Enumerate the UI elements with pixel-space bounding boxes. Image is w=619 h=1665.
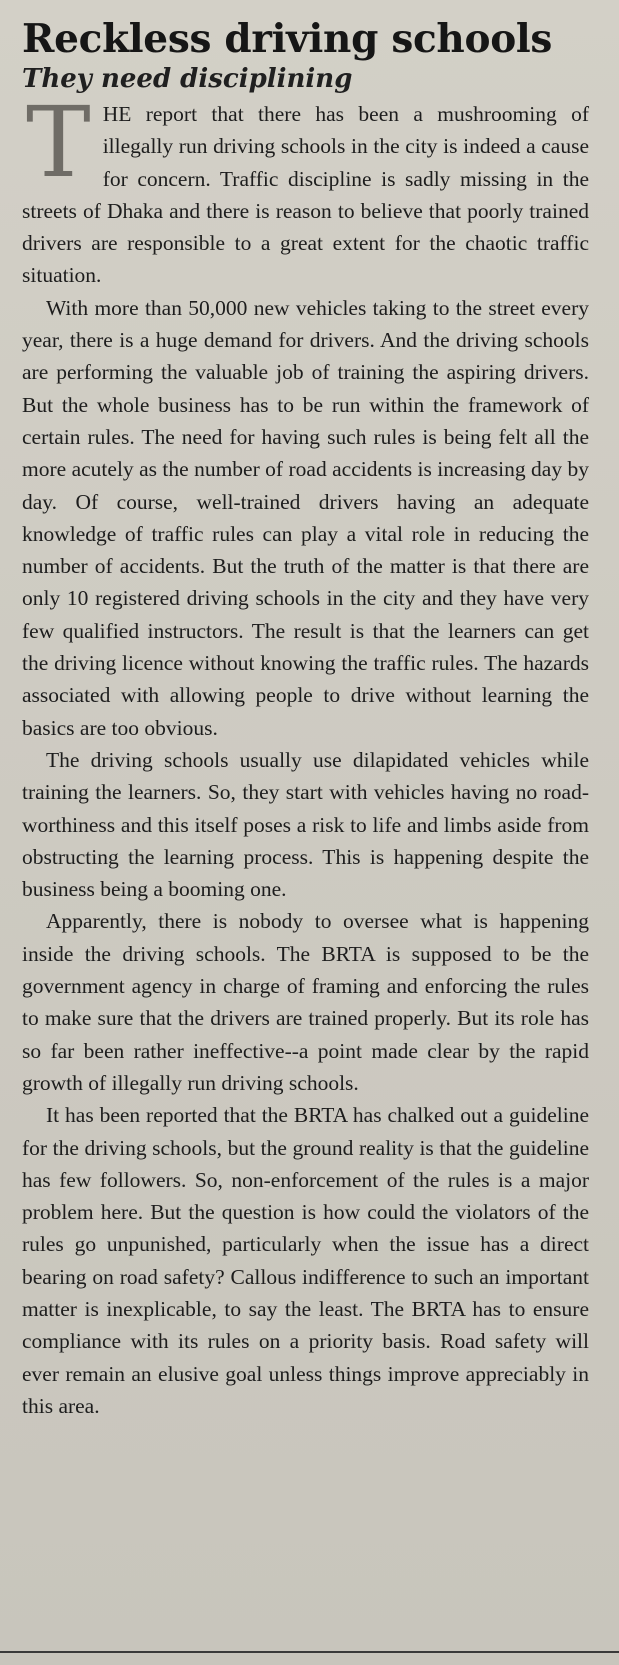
subheadline: They need disciplining (22, 64, 353, 94)
paragraph-2: With more than 50,000 new vehicles taking to the street every year, there is a huge demand for drivers. And the driving schools are performing the valuable job of training the aspiring drivers. But the whole business has to be run within the framework of certain rules. The need for having such rules is being felt all the more acutely as the number of road accidents is increasing day by day. Of course, well-trained drivers having an adequate knowledge of traffic rules can play a vital role in reducing the number of accidents. But the truth of the matter is that there are only 10 registered driving schools in the city and they have very few qualified instructors. The result is that the learners can get the driving licence without knowing the traffic rules. The hazards associated with allowing people to drive without learning the basics are too obvious. (22, 295, 589, 740)
paragraph-4: Apparently, there is nobody to oversee what is happening inside the driving schools. The BRTA is supposed to be the government agency in charge of framing and enforcing the rules to make sure that the drivers are trained properly. But its role has so far been rather ineffective--a point made clear by the rapid growth of illegally run driving schools. (22, 909, 589, 1095)
editorial-article (22, 16, 589, 1422)
paragraph-1-text: HE report that there has been a mushrooming of illegally run driving schools in the city is indeed a cause for concern. Traffic discipline is sadly missing in the streets of Dhaka and there is reason to believe that poorly trained drivers are responsible to a great extent for the chaotic traffic situation. (22, 102, 589, 288)
drop-cap: T (26, 86, 91, 199)
paragraph-1 (22, 86, 589, 292)
paragraph-3: The driving schools usually use dilapidated vehicles while training the learners. So, they start with vehicles having no road-worthiness and this itself poses a risk to life and limbs aside from obstructing the learning process. This is happening despite the business being a booming one. (22, 747, 589, 902)
column-bottom-rule (0, 1651, 619, 1653)
headline: Reckless driving schools (22, 16, 553, 62)
paragraph-5: It has been reported that the BRTA has chalked out a guideline for the driving schools, but the ground reality is that the guideline has few followers. So, non-enforcement of the rules is a major problem here. But the question is how could the violators of the rules go unpunished, particularly when the issue has a direct bearing on road safety? Callous indifference to such an important matter is inexplicable, to say the least. The BRTA has to ensure compliance with its rules on a priority basis. Road safety will ever remain an elusive goal unless things improve appreciably in this area. (22, 1103, 589, 1418)
